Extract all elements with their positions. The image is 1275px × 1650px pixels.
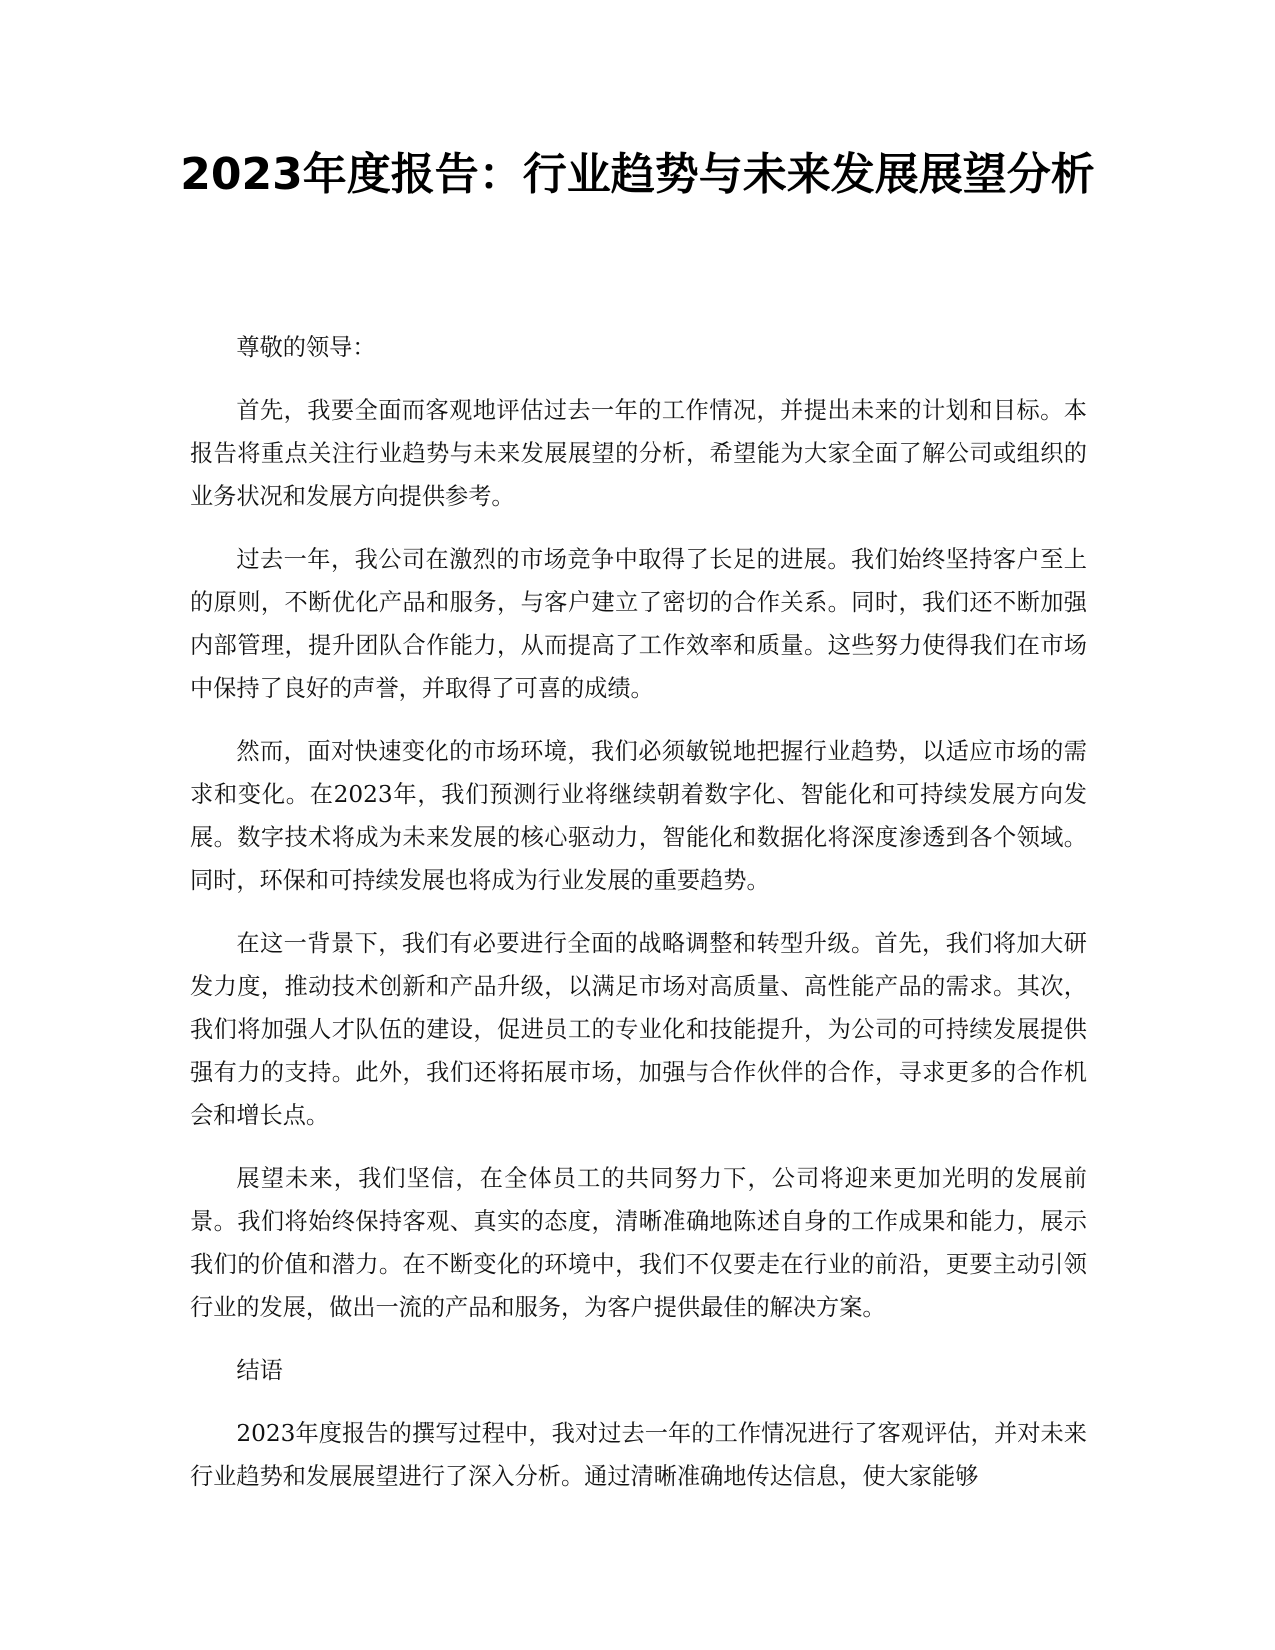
paragraph-past-year: 过去一年，我公司在激烈的市场竞争中取得了长足的进展。我们始终坚持客户至上的原则，不断优化产品和服务，与客户建立了密切的合作关系。同时，我们还不断加强内部管理，提升团队合作能力，从而提高了工作效率和质量。这些努力使得我们在市场中保持了良好的声誉，并取得了可喜的成绩。 xyxy=(190,546,1087,702)
conclusion-heading: 结语 xyxy=(236,1357,283,1384)
paragraph-intro: 首先，我要全面而客观地评估过去一年的工作情况，并提出未来的计划和目标。本报告将重点关注行业趋势与未来发展展望的分析，希望能为大家全面了解公司或组织的业务状况和发展方向提供参考。 xyxy=(190,397,1087,510)
paragraph-industry-trends: 然而，面对快速变化的市场环境，我们必须敏锐地把握行业趋势，以适应市场的需求和变化。在2023年，我们预测行业将继续朝着数字化、智能化和可持续发展方向发展。数字技术将成为未来发展的核心驱动力，智能化和数据化将深度渗透到各个领域。同时，环保和可持续发展也将成为行业发展的重要趋势。 xyxy=(190,738,1087,894)
paragraph-outlook: 展望未来，我们坚信，在全体员工的共同努力下，公司将迎来更加光明的发展前景。我们将始终保持客观、真实的态度，清晰准确地陈述自身的工作成果和能力，展示我们的价值和潜力。在不断变化的环境中，我们不仅要走在行业的前沿，更要主动引领行业的发展，做出一流的产品和服务，为客户提供最佳的解决方案。 xyxy=(190,1165,1087,1321)
document-body xyxy=(190,326,1087,1518)
paragraph-conclusion: 2023年度报告的撰写过程中，我对过去一年的工作情况进行了客观评估，并对未来行业趋势和发展展望进行了深入分析。通过清晰准确地传达信息，使大家能够 xyxy=(190,1420,1087,1490)
document-title: 2023年度报告：行业趋势与未来发展展望分析 xyxy=(180,149,1095,200)
salutation: 尊敬的领导： xyxy=(236,334,376,361)
paragraph-strategy: 在这一背景下，我们有必要进行全面的战略调整和转型升级。首先，我们将加大研发力度，推动技术创新和产品升级，以满足市场对高质量、高性能产品的需求。其次，我们将加强人才队伍的建设，促进员工的专业化和技能提升，为公司的可持续发展提供强有力的支持。此外，我们还将拓展市场，加强与合作伙伴的合作，寻求更多的合作机会和增长点。 xyxy=(190,930,1087,1129)
